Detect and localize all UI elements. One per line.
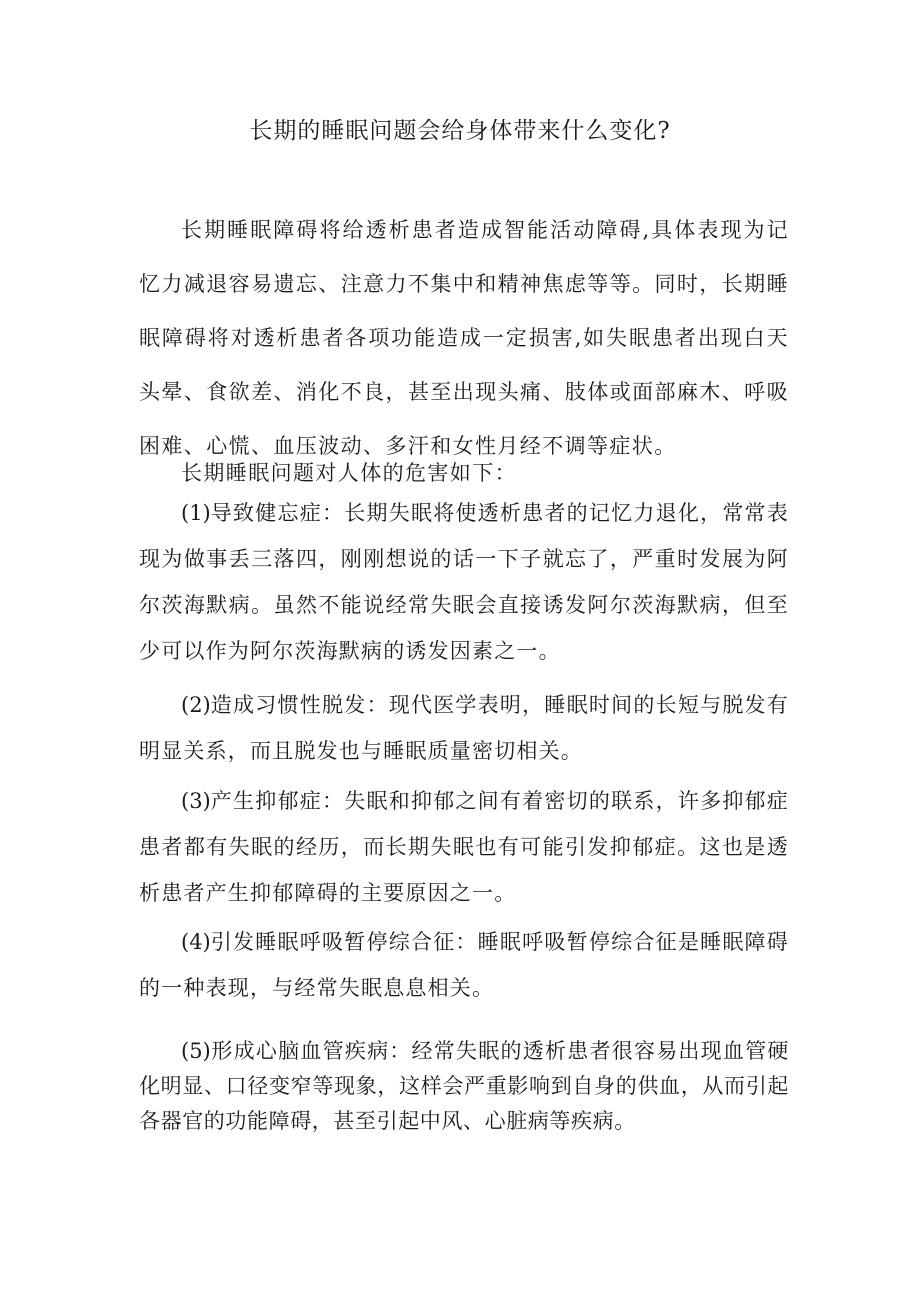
- list-item-5-number: (5): [181, 1039, 211, 1063]
- list-item-3-number: (3): [181, 789, 211, 813]
- list-item-2-text: 造成习惯性脱发：现代医学表明，睡眠时间的长短与脱发有明显关系，而且脱发也与睡眠质量密切相关。: [139, 693, 789, 763]
- list-item-4-number: (4): [181, 930, 211, 954]
- list-item-3: [139, 778, 789, 916]
- document-title: 长期的睡眠问题会给身体带来什么变化?: [249, 118, 671, 144]
- intro-paragraph: 长期睡眠障碍将给透析患者造成智能活动障碍,具体表现为记忆力减退容易遗忘、注意力不集中和精神焦虑等等。同时，长期睡眠障碍将对透析患者各项功能造成一定损害,如失眠患者出现白天头晕、食欲差、消化不良，甚至出现头痛、肢体或面部麻木、呼吸困难、心慌、血压波动、多汗和女性月经不调等症状。: [139, 218, 789, 458]
- list-heading-paragraph: 长期睡眠问题对人体的危害如下：: [181, 461, 517, 485]
- list-item-2-number: (2): [181, 693, 211, 717]
- list-item-5-text: 形成心脑血管疾病：经常失眠的透析患者很容易出现血管硬化明显、口径变窄等现象，这样会严重影响到自身的供血，从而引起各器官的功能障碍，甚至引起中风、心脏病等疾病。: [139, 1039, 789, 1133]
- list-item-1-number: (1): [181, 501, 211, 525]
- list-item-1: [139, 490, 789, 674]
- list-item-1-text: 导致健忘症：长期失眠将使透析患者的记忆力退化，常常表现为做事丢三落四，刚刚想说的话一下子就忘了，严重时发展为阿尔茨海默病。虽然不能说经常失眠会直接诱发阿尔茨海默病，但至少可以作为阿尔茨海默病的诱发因素之一。: [139, 501, 789, 663]
- list-item-2: [139, 682, 789, 774]
- list-item-4-text: 引发睡眠呼吸暂停综合征：睡眠呼吸暂停综合征是睡眠障碍的一种表现，与经常失眠息息相关。: [139, 930, 789, 1000]
- list-item-3-text: 产生抑郁症：失眠和抑郁之间有着密切的联系，许多抑郁症患者都有失眠的经历，而长期失眠也有可能引发抑郁症。这也是透析患者产生抑郁障碍的主要原因之一。: [139, 789, 789, 905]
- list-item-5: [139, 1034, 789, 1139]
- list-item-4: [139, 919, 789, 1011]
